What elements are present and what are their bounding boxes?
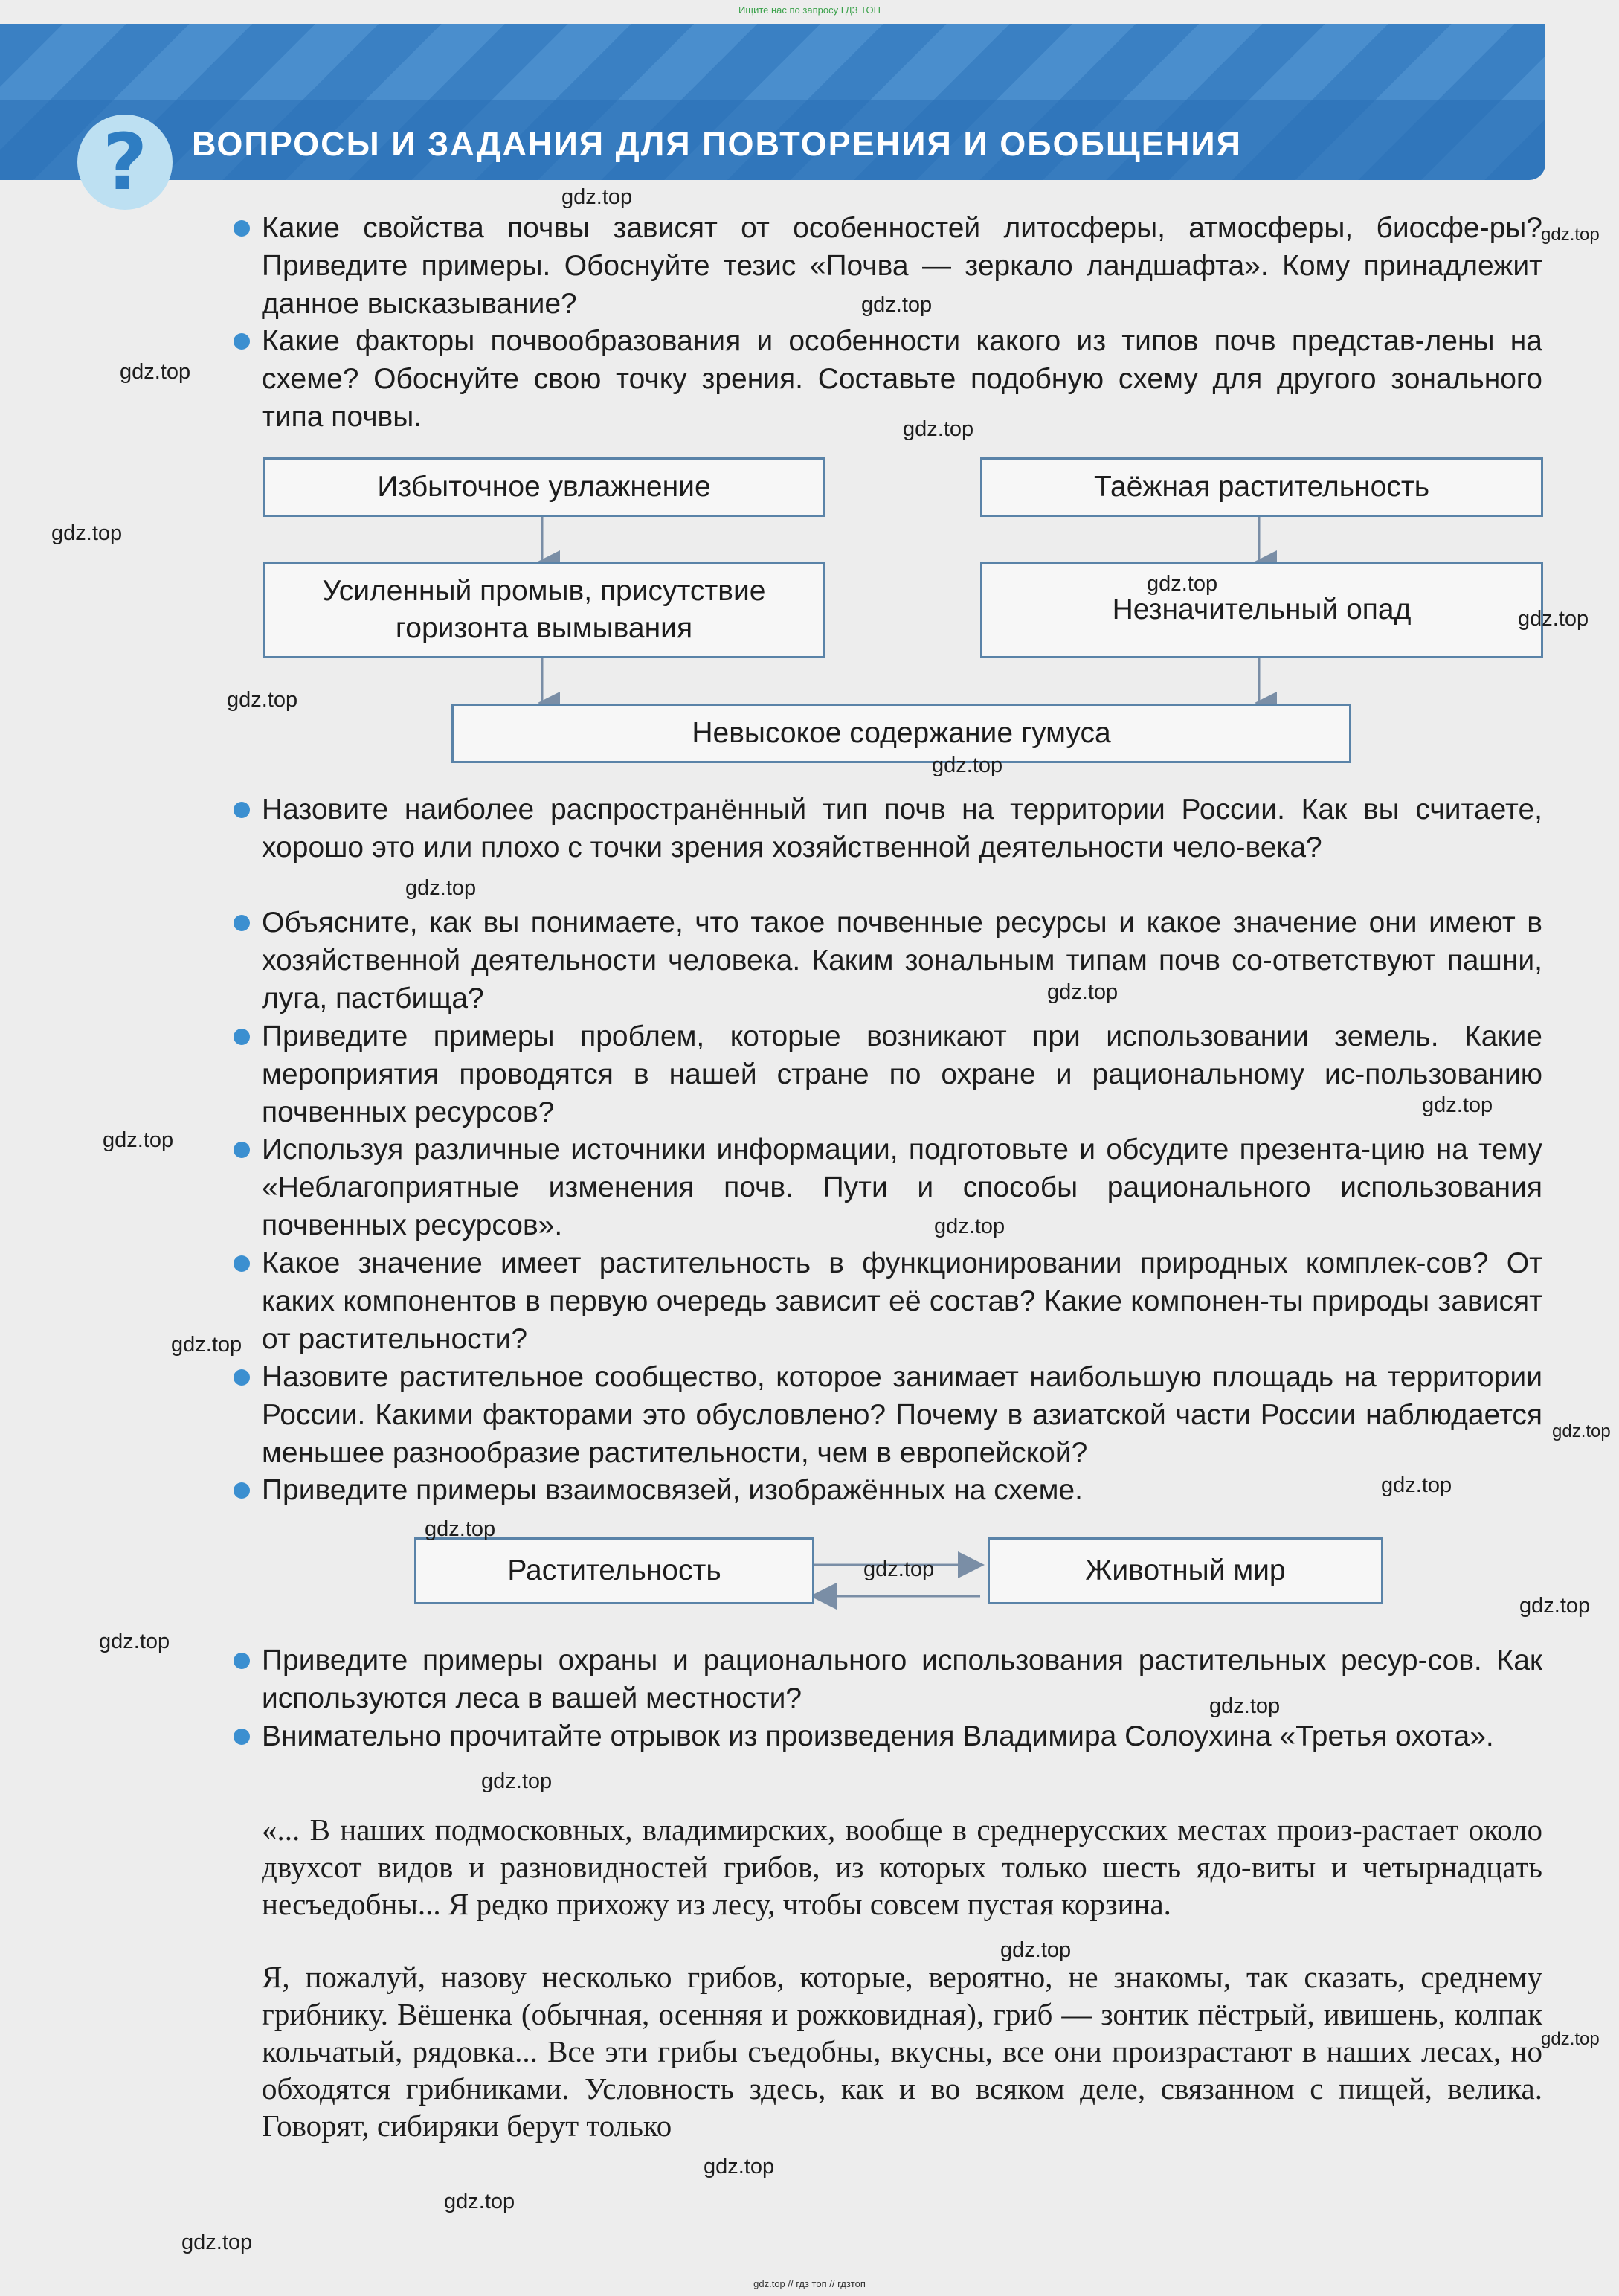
quote-paragraph: Я, пожалуй, назову несколько грибов, которые, вероятно, не знакомы, так сказать, среднему грибнику. Вёшенка (обычная, осенняя и рожковидная), гриб — зонтик пёстрый, ивишень, колпак кольчатый, рядовка... Все эти грибы съедобны, вкусны, все они произрастают в наших лесах, но обходятся грибниками. Условность здесь, как и во всяком деле, связанном с пищей, велика. Говорят, сибиряки берут только [262, 1960, 1542, 2143]
diagram-box-taiga-vegetation: Таёжная растительность [980, 457, 1543, 517]
question-text: Используя различные источники информации, подготовьте и обсудите презента-цию на тему «Неблагоприятные изменения почв. Пути и способы рационального использования почвенных ресурсов». [262, 1133, 1542, 1241]
watermark: gdz.top [1519, 1594, 1591, 1618]
bullet-icon [234, 1255, 250, 1272]
diagram-box-excess-moisture: Избыточное увлажнение [263, 457, 825, 517]
section-title: ВОПРОСЫ И ЗАДАНИЯ ДЛЯ ПОВТОРЕНИЯ И ОБОБЩЕНИЯ [192, 125, 1242, 163]
bullet-icon [234, 802, 250, 818]
watermark: gdz.top [181, 2231, 253, 2254]
watermark: gdz.top [704, 2155, 775, 2178]
watermark: gdz.top [561, 185, 633, 209]
watermark: gdz.top [903, 417, 974, 441]
question-item [262, 791, 1542, 866]
question-item [262, 904, 1542, 1017]
question-text: Приведите примеры проблем, которые возникают при использовании земель. Какие мероприятия проводятся в нашей стране по охране и рациональному ис-пользованию почвенных ресурсов? [262, 1020, 1542, 1128]
question-text: Какое значение имеет растительность в функционировании природных комплек-сов? От каких компонентов в первую очередь зависит её состав? Какие компонен-ты природы зависят от растительности? [262, 1247, 1542, 1355]
watermark: gdz.top [1381, 1473, 1452, 1497]
question-text: Назовите наиболее распространённый тип почв на территории России. Как вы считаете, хорошо это или плохо с точки зрения хозяйственной деятельности чело-века? [262, 794, 1542, 864]
bullet-icon [234, 1482, 250, 1499]
bullet-icon [234, 333, 250, 350]
diagram-box-vegetation: Растительность [414, 1537, 814, 1604]
bullet-icon [234, 1653, 250, 1669]
watermark: gdz.top [1047, 980, 1119, 1004]
footer-note: gdz.top // гдз топ // гдзтоп [753, 2278, 866, 2289]
watermark: gdz.top [1422, 1093, 1493, 1117]
question-item [262, 1471, 1542, 1509]
watermark: gdz.top [861, 293, 933, 317]
bullet-icon [234, 220, 250, 237]
question-item [262, 1244, 1542, 1358]
watermark: gdz.top [51, 521, 123, 545]
watermark: gdz.top [1147, 572, 1218, 596]
watermark: gdz.top [1209, 1694, 1281, 1718]
watermark: gdz.top [481, 1769, 553, 1793]
bullet-icon [234, 1729, 250, 1745]
question-text: Приведите примеры взаимосвязей, изображённых на схеме. [262, 1474, 1083, 1506]
question-text: Объясните, как вы понимаете, что такое почвенные ресурсы и какое значение они имеют в хозяйственной деятельности человека. Каким зональным типам почв со-ответствуют пашни, луга, пастбища? [262, 907, 1542, 1014]
watermark: gdz.top [932, 753, 1003, 777]
watermark: gdz.top [227, 688, 298, 712]
question-item [262, 322, 1542, 436]
diagram-box-litter: Незначительный опад [980, 562, 1543, 658]
bullet-icon [234, 1142, 250, 1158]
diagram-box-fauna: Животный мир [988, 1537, 1383, 1604]
question-item [262, 1717, 1542, 1755]
watermark: gdz.top [103, 1128, 174, 1152]
top-note: Ищите нас по запросу ГДЗ ТОП [738, 4, 881, 16]
watermark: gdz.top [171, 1333, 242, 1357]
question-mark-icon: ? [77, 115, 173, 210]
bullet-icon [234, 915, 250, 931]
question-item [262, 1017, 1542, 1131]
watermark: gdz.top [1541, 2029, 1600, 2049]
watermark: gdz.top [1552, 1421, 1611, 1441]
watermark: gdz.top [405, 876, 477, 900]
bullet-icon [234, 1029, 250, 1045]
watermark: gdz.top [99, 1630, 170, 1653]
watermark: gdz.top [934, 1215, 1005, 1238]
question-text: Назовите растительное сообщество, которое занимает наибольшую площадь на территории России. Какими факторами это обусловлено? Почему в азиатской части России наблюдается меньшее разнообразие растительности, чем в европейской? [262, 1361, 1542, 1469]
quote-paragraph: «... В наших подмосковных, владимирских, вообще в среднерусских местах произ-растает около двухсот видов и разновидностей грибов, из которых только шесть ядо-виты и четырнадцать несъедобны... Я редко прихожу из лесу, чтобы совсем пустая корзина. [262, 1813, 1542, 1921]
watermark: gdz.top [444, 2190, 515, 2213]
watermark: gdz.top [425, 1517, 496, 1541]
question-item [262, 1641, 1542, 1717]
question-text: Какие свойства почвы зависят от особенностей литосферы, атмосферы, биосфе-ры? Приведите примеры. Обоснуйте тезис «Почва — зеркало ландшафта». Кому принадлежит данное высказывание? [262, 212, 1542, 320]
watermark: gdz.top [1518, 607, 1589, 631]
question-text: Приведите примеры охраны и рационального использования растительных ресур-сов. Как используются леса в вашей местности? [262, 1644, 1542, 1714]
question-text: Какие факторы почвообразования и особенности какого из типов почв представ-лены на схеме? Обоснуйте свою точку зрения. Составьте подобную схему для другого зонального типа почвы. [262, 325, 1542, 433]
bullet-icon [234, 1369, 250, 1386]
watermark: gdz.top [863, 1557, 935, 1581]
question-text: Внимательно прочитайте отрывок из произведения Владимира Солоухина «Третья охота». [262, 1720, 1494, 1752]
question-item [262, 1131, 1542, 1244]
question-item [262, 1358, 1542, 1472]
watermark: gdz.top [1000, 1938, 1072, 1962]
watermark: gdz.top [1541, 225, 1600, 245]
watermark: gdz.top [120, 360, 191, 384]
diagram-box-humus: Невысокое содержание гумуса [451, 704, 1351, 763]
diagram-box-leaching: Усиленный промыв, присутствие горизонта вымывания [263, 562, 825, 658]
